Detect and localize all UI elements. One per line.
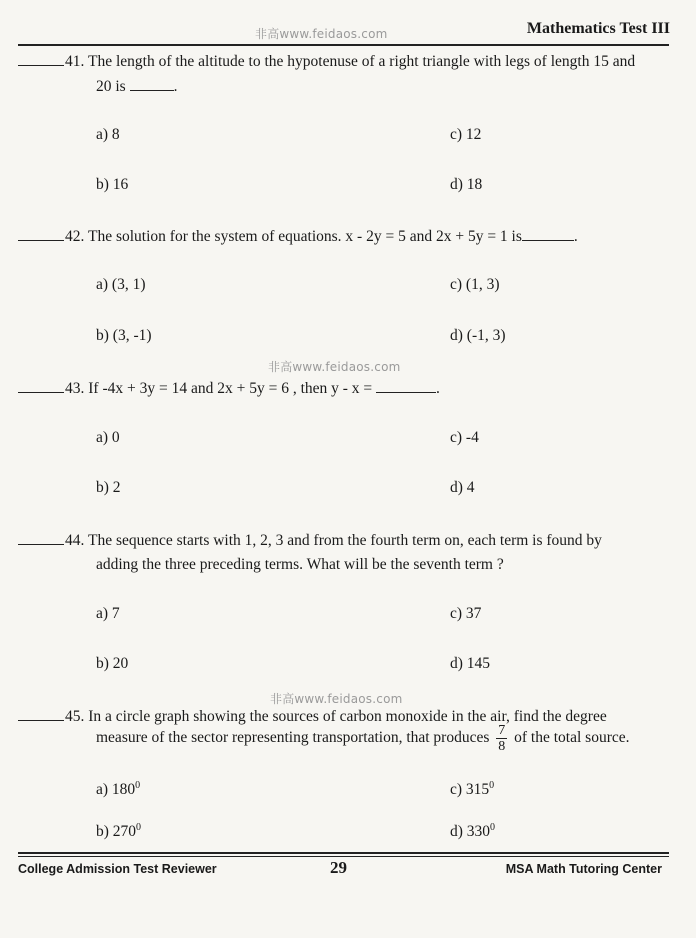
option-a[interactable]	[96, 780, 140, 799]
option-label: b) 270	[96, 823, 137, 841]
option-b[interactable]: b) 2	[96, 479, 121, 496]
option-c[interactable]: c) -4	[450, 429, 479, 446]
question-number: 41.	[65, 53, 85, 70]
question-41	[18, 50, 670, 74]
option-a[interactable]: a) 8	[96, 126, 120, 143]
degree-mark: 0	[135, 780, 141, 791]
option-label: a) 180	[96, 781, 136, 799]
footer-rule	[18, 852, 669, 854]
question-43: 43. If -4x + 3y = 14 and 2x + 5y = 6 , then y - x = .	[18, 377, 670, 401]
answer-blank[interactable]	[18, 50, 64, 66]
page-header-title: Mathematics Test III	[526, 20, 670, 37]
question-number: 42.	[65, 228, 85, 245]
header-rule	[18, 44, 669, 46]
option-a[interactable]: a) 0	[96, 429, 120, 446]
option-c[interactable]: c) 37	[450, 605, 482, 622]
fill-blank	[130, 76, 174, 91]
option-a[interactable]: a) (3, 1)	[96, 276, 146, 293]
footer-book-title: College Admission Test Reviewer	[18, 862, 217, 876]
watermark: 非高www.feidaos.com	[255, 27, 388, 41]
question-45-line2	[96, 723, 630, 754]
degree-mark: 0	[136, 822, 142, 833]
degree-mark: 0	[490, 822, 496, 833]
degree-mark: 0	[489, 780, 495, 791]
page-number: 29	[330, 858, 347, 877]
option-d[interactable]: d) 145	[450, 655, 491, 672]
fill-blank	[522, 226, 574, 241]
answer-blank[interactable]	[18, 225, 64, 241]
option-b[interactable]	[96, 822, 141, 841]
question-text: The sequence starts with 1, 2, 3 and from the fourth term on, each term is found by	[87, 532, 602, 549]
question-41-line2: 20 is .	[96, 78, 178, 95]
question-text: of the total source.	[514, 729, 630, 747]
option-label: c) 315	[450, 781, 490, 799]
option-b[interactable]: b) (3, -1)	[96, 327, 152, 344]
question-44	[18, 529, 670, 553]
question-42: 42. The solution for the system of equations. x - 2y = 5 and 2x + 5y = 1 is .	[18, 225, 670, 249]
question-text: 20 is	[96, 78, 126, 95]
answer-blank[interactable]	[18, 705, 64, 721]
answer-blank[interactable]	[18, 529, 64, 545]
answer-blank[interactable]	[18, 377, 64, 393]
option-b[interactable]: b) 16	[96, 176, 129, 193]
question-number: 44.	[65, 532, 85, 549]
watermark: 非高www.feidaos.com	[270, 692, 403, 706]
option-b[interactable]: b) 20	[96, 655, 129, 672]
fill-blank	[376, 378, 436, 393]
question-text: In a circle graph showing the sources of carbon monoxide in the air, find the degree	[88, 708, 607, 725]
fraction-denominator: 8	[498, 739, 506, 754]
option-c[interactable]: c) (1, 3)	[450, 276, 500, 293]
footer-rule-thin	[18, 856, 669, 857]
option-c[interactable]: c) 12	[450, 126, 482, 143]
question-44-line2: adding the three preceding terms. What will be the seventh term ?	[96, 556, 504, 573]
question-number: 43.	[65, 380, 85, 397]
question-text: If -4x + 3y = 14 and 2x + 5y = 6 , then y - x =	[88, 380, 373, 397]
question-text: measure of the sector representing transportation, that produces	[96, 729, 490, 747]
fraction-seven-eighths	[496, 723, 507, 754]
option-d[interactable]: d) 18	[450, 176, 483, 193]
question-text: The solution for the system of equations. x - 2y = 5 and 2x + 5y = 1 is	[87, 228, 522, 245]
option-d[interactable]: d) 4	[450, 479, 475, 496]
option-c[interactable]	[450, 780, 494, 799]
fraction-numerator: 7	[498, 723, 506, 738]
question-number: 45.	[65, 708, 85, 725]
footer-publisher: MSA Math Tutoring Center	[505, 862, 662, 876]
option-label: d) 330	[450, 823, 491, 841]
watermark: 非高www.feidaos.com	[268, 360, 401, 374]
option-d[interactable]: d) (-1, 3)	[450, 327, 506, 344]
option-a[interactable]: a) 7	[96, 605, 120, 622]
question-text: The length of the altitude to the hypotenuse of a right triangle with legs of length 15 and	[87, 53, 636, 70]
option-d[interactable]	[450, 822, 495, 841]
